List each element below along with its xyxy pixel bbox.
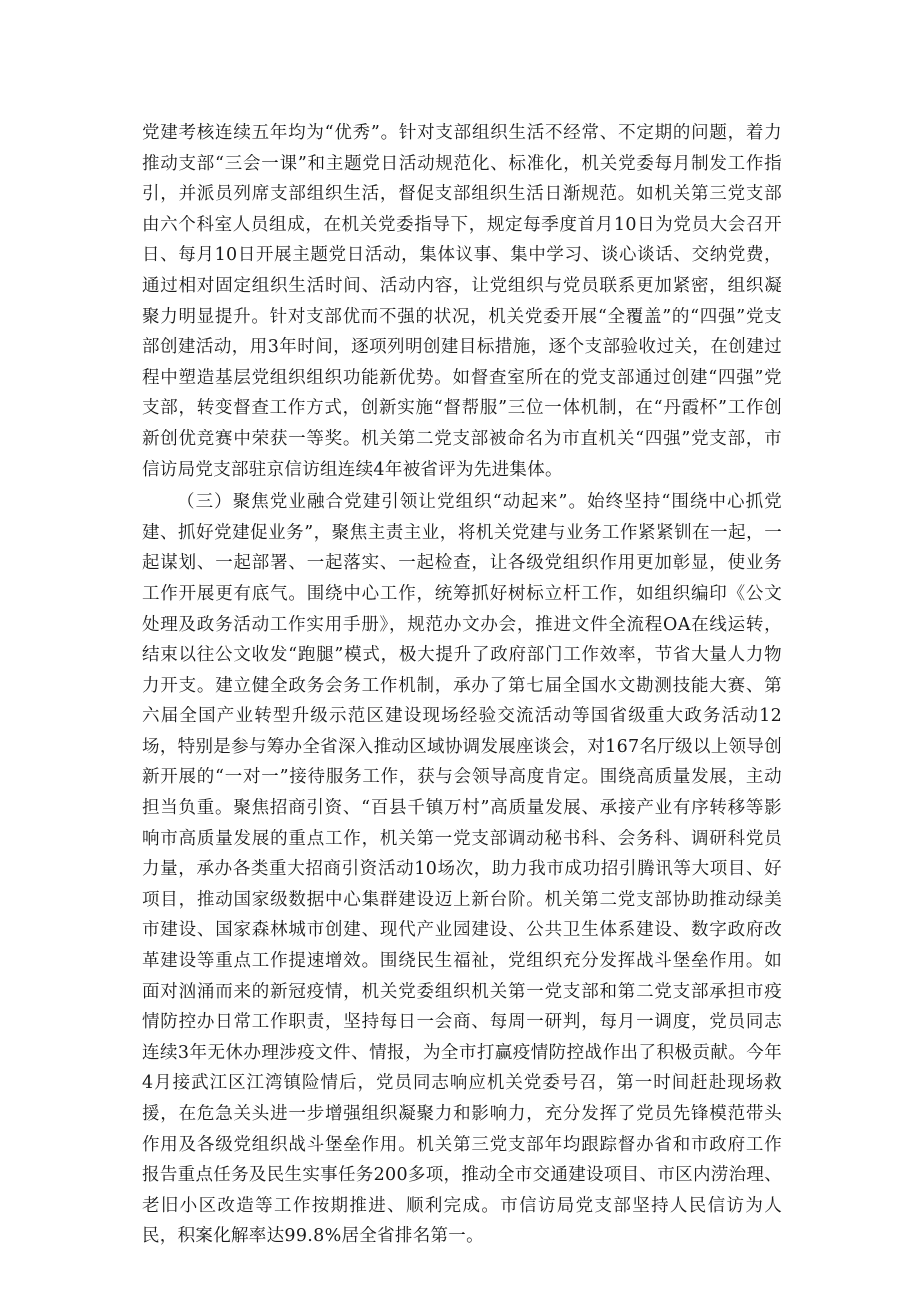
- paragraph-section-three: （三）聚焦党业融合党建引领让党组织“动起来”。始终坚持“围绕中心抓党建、抓好党建促业务”，聚焦主责主业，将机关党建与业务工作紧紧钏在一起，一起谋划、一起部署、一起落实、一起检查，让各级党组织作用更加彰显，使业务工作开展更有底气。围绕中心工作，统筹抓好树标立杆工作，如组织编印《公文处理及政务活动工作实用手册》，规范办文办会，推进文件全流程OA在线运转，结束以往公文收发“跑腿”模式，极大提升了政府部门工作效率，节省大量人力物力开支。建立健全政务会务工作机制，承办了第七届全国水文勘测技能大赛、第六届全国产业转型升级示范区建设现场经验交流活动等国省级重大政务活动12场，特别是参与筹办全省深入推动区域协调发展座谈会，对167名厅级以上领导创新开展的“一对一”接待服务工作，获与会领导高度肯定。围绕高质量发展，主动担当负重。聚焦招商引资、“百县千镇万村”高质量发展、承接产业有序转移等影响市高质量发展的重点工作，机关第一党支部调动秘书科、会务科、调研科党员力量，承办各类重大招商引资活动10场次，助力我市成功招引腾讯等大项目、好项目，推动国家级数据中心集群建设迈上新台阶。机关第二党支部协助推动绿美市建设、国家森林城市创建、现代产业园建设、公共卫生体系建设、数字政府改革建设等重点工作提速增效。围绕民生福祉，党组织充分发挥战斗堡垒作用。如面对汹涌而来的新冠疫情，机关党委组织机关第一党支部和第二党支部承担市疫情防控办日常工作职责，坚持每日一会商、每周一研判，每月一调度，党员同志连续3年无休办理涉疫文件、情报，为全市打赢疫情防控战作出了积极贡献。今年4月接武江区江湾镇险情后，党员同志响应机关党委号召，第一时间赶赴现场救援，在危急关头进一步增强组织凝聚力和影响力，充分发挥了党员先锋模范带头作用及各级党组织战斗堡垒作用。机关第三党支部年均跟踪督办省和市政府工作报告重点任务及民生实事任务200多项，推动全市交通建设项目、市区内涝治理、老旧小区改造等工作按期推进、顺利完成。市信访局党支部坚持人民信访为人民，积案化解率达99.8%居全省排名第一。: [142, 492, 782, 1247]
- document-body: [142, 118, 782, 1252]
- paragraph-continued: 党建考核连续五年均为“优秀”。针对支部组织生活不经常、不定期的问题，着力推动支部“三会一课”和主题党日活动规范化、标准化，机关党委每月制发工作指引，并派员列席支部组织生活，督促支部组织生活日渐规范。如机关第三党支部由六个科室人员组成，在机关党委指导下，规定每季度首月10日为党员大会召开日、每月10日开展主题党日活动，集体议事、集中学习、谈心谈话、交纳党费，通过相对固定组织生活时间、活动内容，让党组织与党员联系更加紧密，组织凝聚力明显提升。针对支部优而不强的状况，机关党委开展“全覆盖”的“四强”党支部创建活动，用3年时间，逐项列明创建目标措施，逐个支部验收过关，在创建过程中塑造基层党组织组织功能新优势。如督查室所在的党支部通过创建“四强”党支部，转变督查工作方式，创新实施“督帮服”三位一体机制，在“丹霞杯”工作创新创优竞赛中荣获一等奖。机关第二党支部被命名为市直机关“四强”党支部，市信访局党支部驻京信访组连续4年被省评为先进集体。: [142, 123, 782, 480]
